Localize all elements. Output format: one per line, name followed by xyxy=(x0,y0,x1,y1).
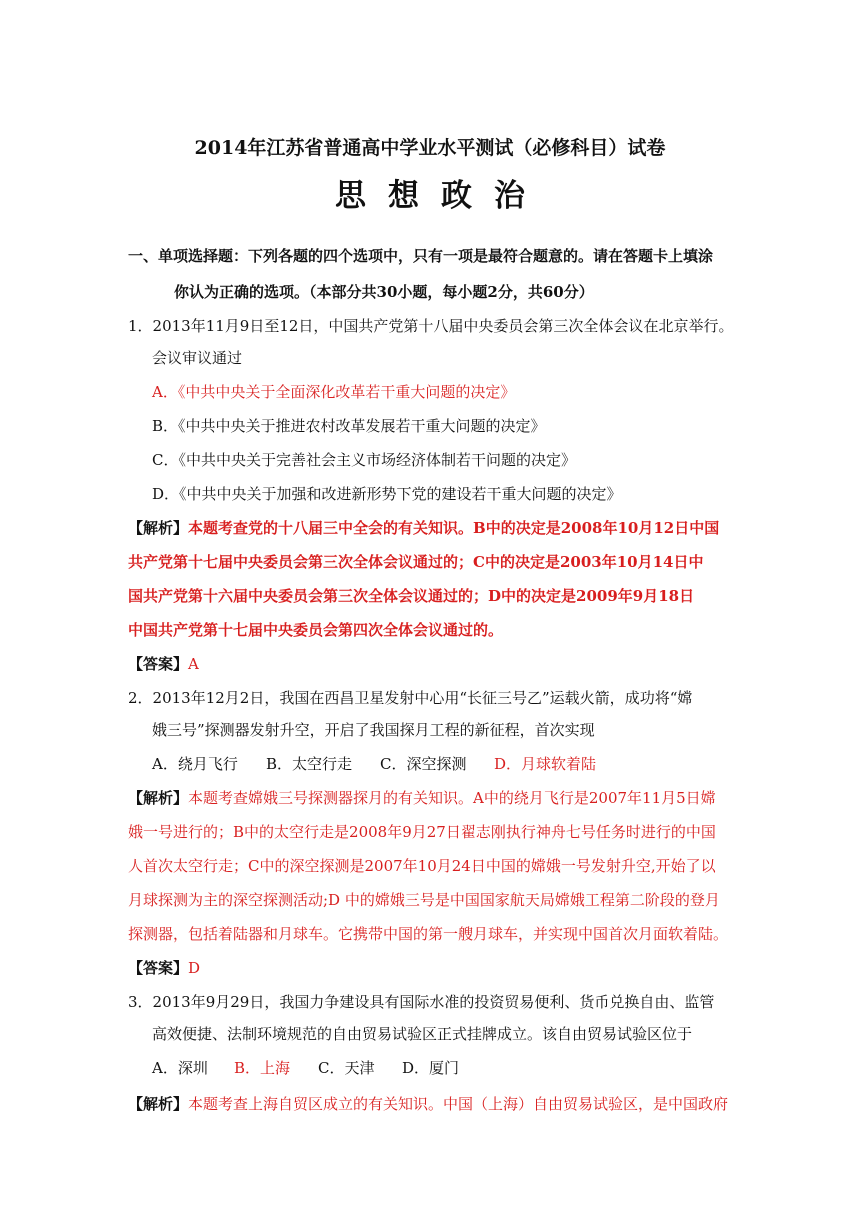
q1-analysis-line4: 中国共产党第十七届中央委员会第四次全体会议通过的。 xyxy=(128,621,504,639)
analysis-label: 【解析】 xyxy=(128,1095,189,1113)
q2-analysis-line3: 人首次太空行走；C中的深空探测是2007年10月24日中国的嫦娥一号发射升空,开始了以 xyxy=(128,857,716,875)
q2-analysis-line4: 月球探测为主的深空探测活动;D 中的嫦娥三号是中国国家航天局嫦娥工程第二阶段的登月 xyxy=(128,891,720,909)
exam-title: 2014年江苏省普通高中学业水平测试（必修科目）试卷 xyxy=(194,137,666,159)
answer-label: 【答案】 xyxy=(128,959,189,977)
q1-option-c: C．《中共中央关于完善社会主义市场经济体制若干问题的决定》 xyxy=(152,451,576,469)
q1-analysis-line1: 【解析】本题考查党的十八届三中全会的有关知识。B中的决定是2008年10月12日中国 xyxy=(128,519,720,537)
q2-analysis-line1: 【解析】本题考查嫦娥三号探测器探月的有关知识。A中的绕月飞行是2007年11月5日嫦 xyxy=(128,789,716,807)
q2-option-c: C．深空探测 xyxy=(380,755,467,773)
q1-analysis-line2: 共产党第十七届中央委员会第三次全体会议通过的；C中的决定是2003年10月14日中 xyxy=(128,553,704,571)
q2-option-b: B．太空行走 xyxy=(266,755,353,773)
section-heading-line1: 一、单项选择题：下列各题的四个选项中，只有一项是最符合题意的。请在答题卡上填涂 xyxy=(128,247,714,265)
q1-option-a: A．《中共中央关于全面深化改革若干重大问题的决定》 xyxy=(152,383,516,401)
q3-option-a: A．深圳 xyxy=(152,1059,208,1077)
q3-option-c: C．天津 xyxy=(318,1059,375,1077)
subject-title: 思想政治 xyxy=(335,178,547,214)
q1-stem-line1: 1．2013年11月9日至12日，中国共产党第十八届中央委员会第三次全体会议在北京举行。 xyxy=(128,317,734,335)
q3-option-b: B．上海 xyxy=(234,1059,291,1077)
analysis-label: 【解析】 xyxy=(128,519,189,537)
q1-option-d: D．《中共中央关于加强和改进新形势下党的建设若干重大问题的决定》 xyxy=(152,485,622,503)
q2-option-a: A．绕月飞行 xyxy=(152,755,238,773)
q1-stem-line2: 会议审议通过 xyxy=(152,349,243,367)
analysis-label: 【解析】 xyxy=(128,789,189,807)
q2-analysis-line2: 娥一号进行的；B中的太空行走是2008年9月27日翟志刚执行神舟七号任务时进行的中国 xyxy=(128,823,716,841)
q3-option-d: D．厦门 xyxy=(402,1059,460,1077)
q1-analysis-line3: 国共产党第十六届中央委员会第三次全体会议通过的；D中的决定是2009年9月18日 xyxy=(128,587,695,605)
q2-stem-line1: 2．2013年12月2日，我国在西昌卫星发射中心用“长征三号乙”运载火箭，成功将“嫦 xyxy=(128,689,693,707)
answer-label: 【答案】 xyxy=(128,655,189,673)
q3-stem-line1: 3．2013年9月29日，我国力争建设具有国际水准的投资贸易便利、货币兑换自由、监管 xyxy=(128,993,715,1011)
q2-analysis-line5: 探测器，包括着陆器和月球车。它携带中国的第一艘月球车，并实现中国首次月面软着陆。 xyxy=(128,925,729,943)
q1-answer: 【答案】A xyxy=(128,655,199,673)
q2-option-d: D．月球软着陆 xyxy=(494,755,597,773)
section-heading-line2: 你认为正确的选项。（本部分共30小题，每小题2分，共60分） xyxy=(174,283,594,301)
q2-answer: 【答案】D xyxy=(128,959,201,977)
q1-option-b: B．《中共中央关于推进农村改革发展若干重大问题的决定》 xyxy=(152,417,546,435)
q3-analysis-line1: 【解析】本题考查上海自贸区成立的有关知识。中国（上海）自由贸易试验区，是中国政府 xyxy=(128,1095,729,1113)
q2-stem-line2: 娥三号”探测器发射升空，开启了我国探月工程的新征程，首次实现 xyxy=(152,721,595,739)
q3-stem-line2: 高效便捷、法制环境规范的自由贸易试验区正式挂牌成立。该自由贸易试验区位于 xyxy=(152,1025,693,1043)
